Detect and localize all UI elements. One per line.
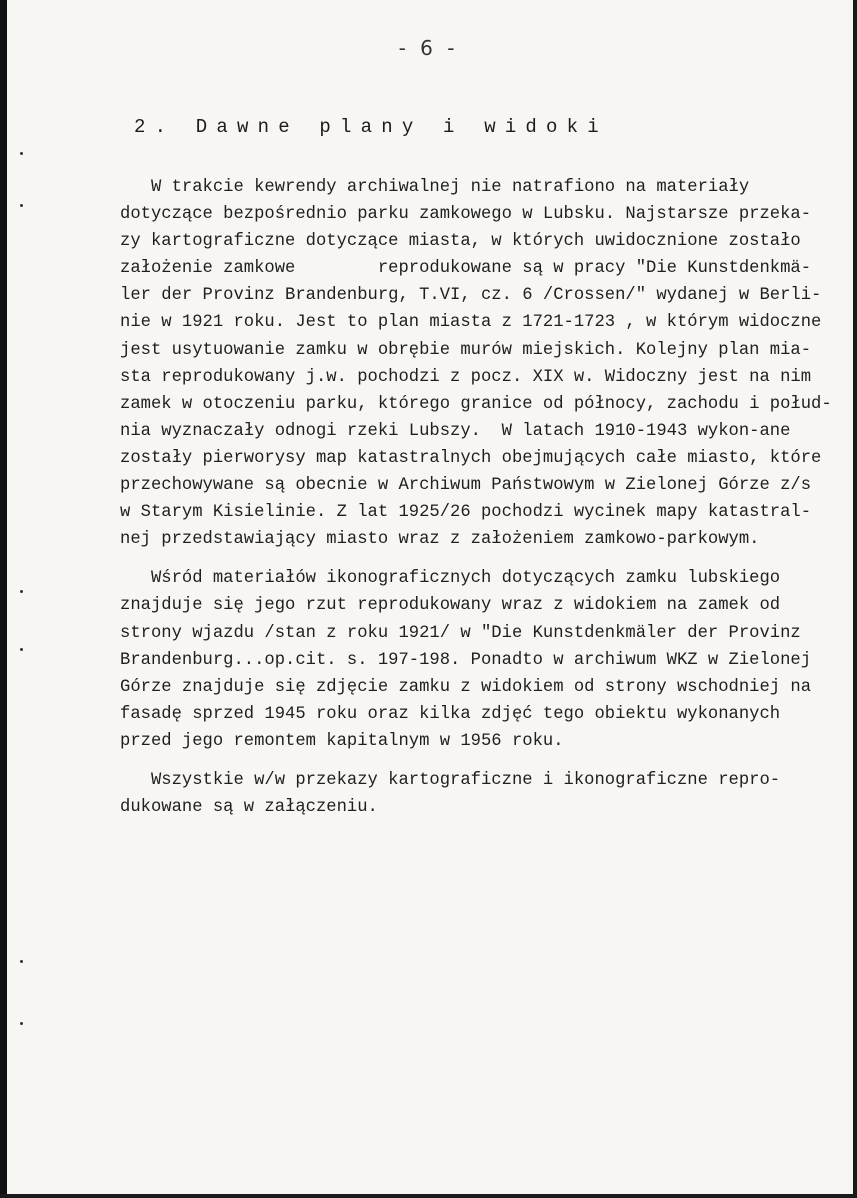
margin-mark [20, 648, 23, 651]
paragraph-1 [120, 174, 840, 553]
text-line: przechowywane są obecnie w Archiwum Państwowym w Zielonej Górze z/s [120, 476, 812, 496]
text-line: Wszystkie w/w przekazy kartograficzne i ikonograficzne repro- [120, 770, 781, 790]
body-text [120, 174, 840, 821]
text-line: nej przedstawiający miasto wraz z założeniem zamkowo-parkowym. [120, 530, 760, 550]
scan-edge-bottom [0, 1194, 857, 1198]
paragraph-3 [120, 767, 840, 821]
text-line: dotyczące bezpośrednio parku zamkowego w Lubsku. Najstarsze przeka- [120, 205, 812, 225]
section-heading: 2. Dawne plany i widoki [134, 116, 608, 138]
margin-mark [20, 1022, 23, 1025]
text-line: sta reprodukowany j.w. pochodzi z pocz. XIX w. Widoczny jest na nim [120, 367, 812, 387]
text-line: założenie zamkowe reprodukowane są w pracy "Die Kunstdenkmä- [120, 259, 812, 279]
text-line: znajduje się jego rzut reprodukowany wraz z widokiem na zamek od [120, 596, 781, 616]
text-line: ler der Provinz Brandenburg, T.VI, cz. 6 /Crossen/" wydanej w Berli- [120, 286, 822, 306]
text-line: nie w 1921 roku. Jest to plan miasta z 1721-1723 , w którym widoczne [120, 313, 822, 333]
text-line: nia wyznaczały odnogi rzeki Lubszy. W latach 1910-1943 wykon-ane [120, 421, 791, 441]
text-line: strony wjazdu /stan z roku 1921/ w "Die Kunstdenkmäler der Provinz [120, 623, 801, 643]
margin-mark [20, 204, 23, 207]
text-line: zamek w otoczeniu parku, którego granice od północy, zachodu i połud- [120, 394, 832, 414]
margin-mark [20, 960, 23, 963]
margin-mark [20, 152, 23, 155]
text-line: zy kartograficzne dotyczące miasta, w których uwidocznione zostało [120, 232, 801, 252]
text-line: zostały pierworysy map katastralnych obejmujących całe miasto, które [120, 448, 822, 468]
text-line: przed jego remontem kapitalnym w 1956 roku. [120, 731, 564, 751]
text-line: jest usytuowanie zamku w obrębie murów miejskich. Kolejny plan mia- [120, 340, 812, 360]
scan-edge-left [0, 0, 7, 1198]
text-line: fasadę sprzed 1945 roku oraz kilka zdjęć tego obiektu wykonanych [120, 704, 781, 724]
text-line: Brandenburg...op.cit. s. 197-198. Ponadto w archiwum WKZ w Zielonej [120, 650, 812, 670]
text-line: dukowane są w załączeniu. [120, 798, 378, 818]
text-line: W trakcie kewrendy archiwalnej nie natrafiono na materiały [120, 178, 750, 197]
page-number: - 6 - [398, 36, 459, 60]
paragraph-2 [120, 565, 840, 755]
text-line: Wśród materiałów ikonograficznych dotyczących zamku lubskiego [120, 569, 781, 589]
text-line: Górze znajduje się zdjęcie zamku z widokiem od strony wschodniej na [120, 677, 812, 697]
scan-edge-right [853, 0, 857, 1198]
margin-mark [20, 590, 23, 593]
text-line: w Starym Kisielinie. Z lat 1925/26 pochodzi wycinek mapy katastral- [120, 503, 812, 523]
